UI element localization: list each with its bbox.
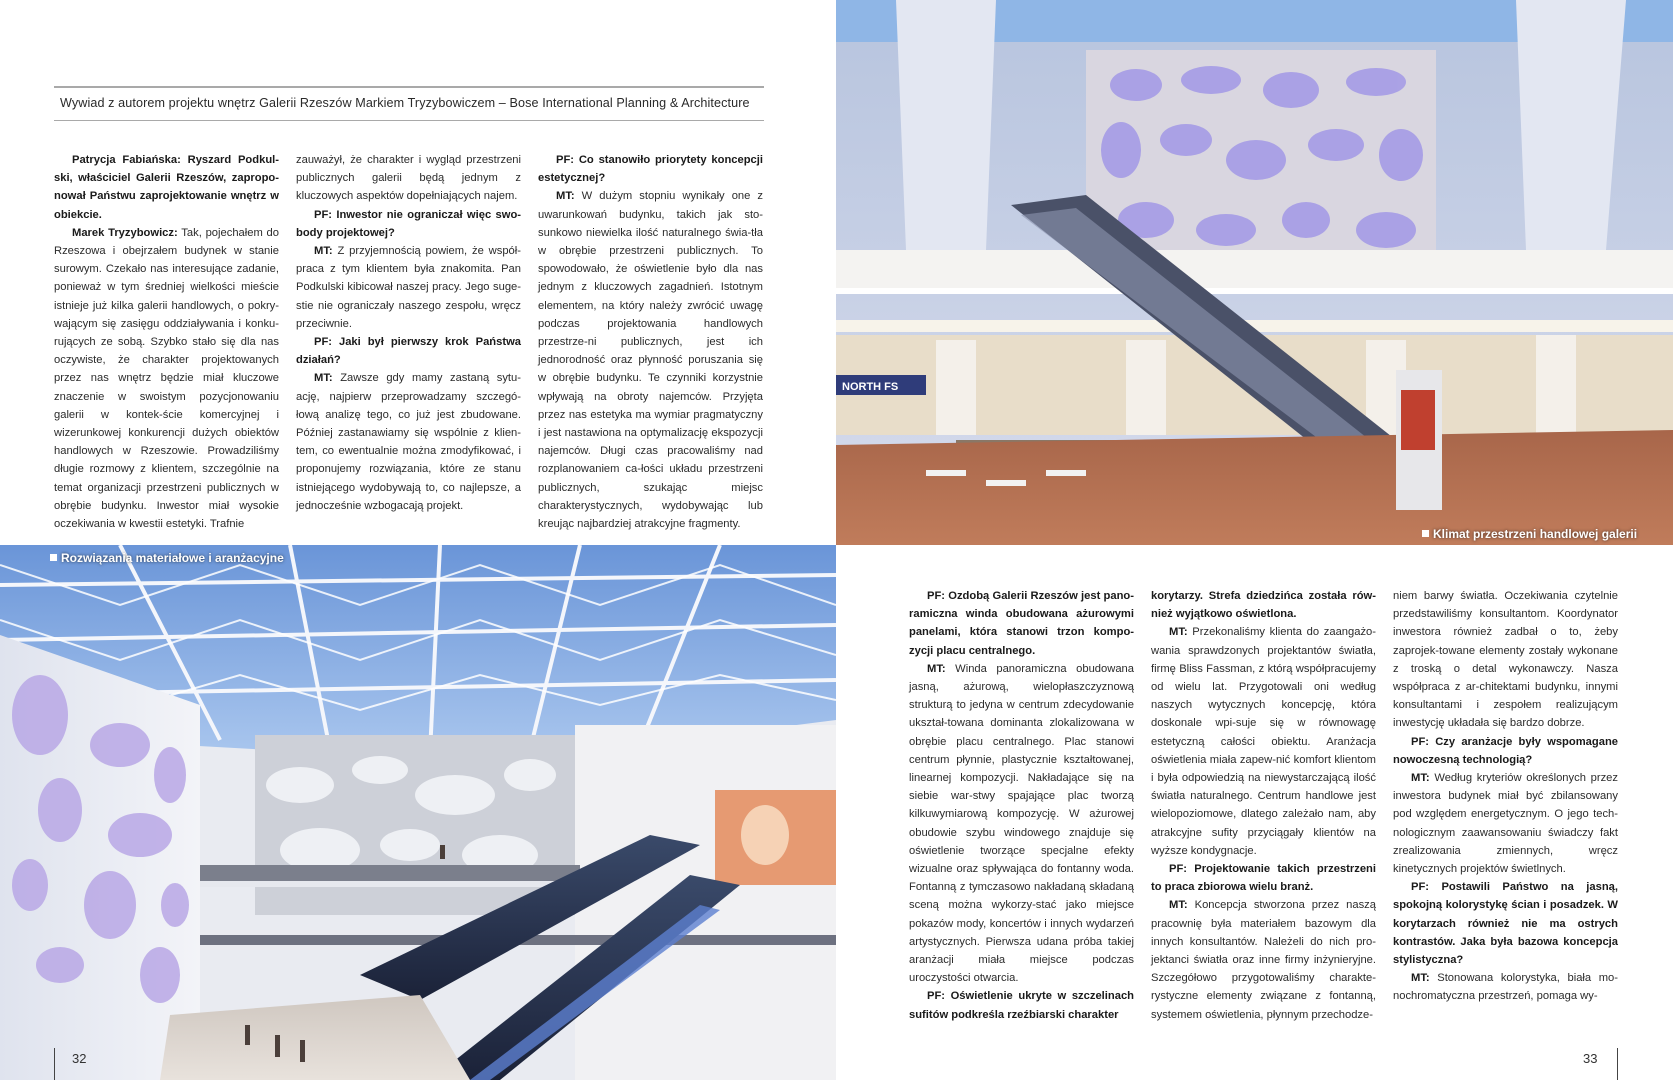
left-column-2 bbox=[296, 151, 521, 515]
page-number-left-bar bbox=[54, 1048, 55, 1080]
speaker-label: Patrycja Fabiańska: Ryszard Podkul-ski, właściciel Galerii Rzeszów, zapropo-nował Państwu zaprojektowanie wnętrz w obiekcie. bbox=[54, 154, 279, 221]
speaker-label: PF: Postawili Państwo na jasną, spokojną kolorystykę ścian i posadzek. W korytarzach również nie ma ostrych kontrastów. Jaka była bazowa koncepcja stylistyczna? bbox=[1393, 881, 1618, 967]
speaker-label: PF: Ozdobą Galerii Rzeszów jest pano-ramiczna winda obudowana ażurowymi panelami, która stanowi trzon kompo-zycji placu centralnego. bbox=[909, 590, 1134, 657]
paragraph bbox=[1393, 769, 1618, 878]
paragraph bbox=[296, 151, 521, 206]
paragraph bbox=[1151, 587, 1376, 623]
atrium-photo bbox=[0, 545, 836, 1080]
mall-illustration bbox=[836, 0, 1673, 545]
paragraph-text: zauważył, że charakter i wygląd przestrzeni publicznych galerii będą jednym z kluczowych aspektów dopełniających najem. bbox=[296, 154, 521, 203]
right-column-1 bbox=[909, 587, 1134, 1024]
speaker-label: MT: bbox=[314, 372, 333, 385]
page-number-left: 32 bbox=[72, 1051, 87, 1066]
paragraph-text: Przekonaliśmy klienta do zaangażo-wania sprawdzonych projektantów światła, firmę Bliss Fassman, z którą współpracujemy od wielu lat. Przygotowali oni według naszych wytycznych koncepcję, która doskonale wpi-suje się w równowagę estetyczną całości obiektu. Aranżacja oświetlenia miała zapew-nić komfort klientom i była odpowiedzią na niewystarczającą ilość światła naturalnego. Centrum handlowe jest wielopoziomowe, dlatego zależało nam, aby atrakcyjne sufity przyciągały klientów na wyższe kondygnacje. bbox=[1151, 626, 1376, 857]
paragraph-text: Stonowana kolorystyka, biała mo-nochromatyczna przestrzeń, pomaga wy- bbox=[1393, 972, 1618, 1003]
atrium-photo-caption bbox=[50, 551, 284, 565]
paragraph bbox=[1393, 587, 1618, 733]
paragraph bbox=[1393, 969, 1618, 1005]
paragraph-text: Winda panoramiczna obudowana jasną, ażurową, wielopłaszczyznową strukturą to jedyna w centrum zdecydowanie ukształ-towana dominanta zlokalizowana w obrębie placu centralnego. Plac stanowi centrum płynnie, plastycznie kształtowanej, linearnej kompozycji. Nakładające się na siebie war-stwy spajające plac tworzą kilkuwymiarową kompozycję. W ażurowej obudowie szybu windowego znajduje się oświetlenie tworzące specjalne efekty wizualne oraz spływająca do fontanny woda. Fontanną z tymczasowo nakładaną składaną sceną można wykorzy-stać jako miejsce pokazów mody, koncertów i innych wydarzeń artystycznych. Pierwsza udana próba takiej aranżacji miała miejsce podczas uroczystości otwarcia. bbox=[909, 662, 1134, 985]
speaker-label: PF: Czy aranżacje były wspomagane nowoczesną technologią? bbox=[1393, 735, 1618, 766]
speaker-label: PF: Inwestor nie ograniczał więc swo-body projektowej? bbox=[296, 208, 521, 239]
paragraph bbox=[296, 369, 521, 515]
paragraph bbox=[909, 587, 1134, 660]
mall-photo-caption bbox=[1422, 527, 1637, 541]
atrium-caption-text: Rozwiązania materiałowe i aranżacyjne bbox=[61, 551, 284, 565]
speaker-label: MT: bbox=[1411, 772, 1430, 785]
paragraph-text: Koncepcja stworzona przez naszą pracownię była materiałem bazowym dla innych konsultantów. Należeli do nich pro-jektanci światła oraz inne firmy inżynieryjne. Szczegółowo przygotowaliśmy charakte-rystyczne elementy związane z fontanną, systemem oświetlenia, płynnym przechodze- bbox=[1151, 899, 1376, 1021]
speaker-label: PF: Oświetlenie ukryte w szczelinach sufitów podkreśla rzeźbiarski charakter bbox=[909, 990, 1134, 1021]
paragraph-text: Tak, pojechałem do Rzeszowa i obejrzałem budynek w stanie surowym. Czekało nas interesujące zadanie, ponieważ w tym średniej wielkości mieście istnieje już kilka galerii handlowych, o pokry-wającym się zasięgu oddziaływania i konku-rujących ze sobą. Szybko stało się dla nas oczywiste, że charakter projektowanych przez nas wnętrz będzie miał kluczowe znaczenie w swoistym pozycjonowaniu galerii w kontek-ście komercyjnej i wizerunkowej konkurencji dużych obiektów handlowych w Rzeszowie. Prowadziliśmy długie rozmowy z klientem, szczególnie na temat organizacji przestrzeni publicznych w obrębie budynku. Inwestor miał wysokie oczekiwania w kwestii estetyki. Trafnie bbox=[54, 226, 279, 531]
speaker-label: MT: bbox=[314, 245, 333, 258]
mall-interior-photo bbox=[836, 0, 1673, 545]
paragraph-text: niem barwy światła. Oczekiwania czytelnie przedstawiliśmy konsultantom. Koordynator inwestora również zadbał o to, żeby zaprojek-towane elementy zostały wykonane z troską o detal wykonawczy. Nasza współpraca z ar-chitektami budynku, innymi konsultantami i zespołem realizującym inwestycję układała się bardzo dobrze. bbox=[1393, 590, 1618, 730]
speaker-label: MT: bbox=[1411, 972, 1430, 985]
header-top-rule bbox=[54, 86, 764, 88]
paragraph bbox=[54, 224, 279, 533]
paragraph-text: Z przyjemnością powiem, że współ-praca z tym klientem była znakomita. Pan Podkulski kibicował naszej pracy. Jego suge-stie nie ograniczały naszego zespołu, wręcz przeciwnie. bbox=[296, 245, 521, 330]
page-number-right-bar bbox=[1617, 1048, 1618, 1080]
speaker-label: MT: bbox=[1169, 899, 1188, 912]
speaker-label: PF: Jaki był pierwszy krok Państwa działań? bbox=[296, 336, 521, 367]
paragraph bbox=[1151, 623, 1376, 860]
paragraph bbox=[538, 187, 763, 533]
page-number-right: 33 bbox=[1583, 1051, 1598, 1066]
right-column-3 bbox=[1393, 587, 1618, 1006]
right-column-2 bbox=[1151, 587, 1376, 1024]
paragraph bbox=[1393, 733, 1618, 769]
speaker-label: MT: bbox=[1169, 626, 1188, 639]
paragraph bbox=[296, 333, 521, 369]
paragraph bbox=[1151, 860, 1376, 896]
speaker-label: PF: Projektowanie takich przestrzeni to praca zbiorowa wielu branż. bbox=[1151, 863, 1376, 894]
speaker-label: MT: bbox=[927, 662, 946, 675]
mall-caption-text: Klimat przestrzeni handlowej galerii bbox=[1433, 527, 1638, 541]
left-column-1 bbox=[54, 151, 279, 533]
paragraph-text: Zawsze gdy mamy zastaną sytu-ację, najpierw przeprowadzamy szczegó-łową analizę tego, co już jest zbudowane. Później zastanawiamy się wspólnie z klien-tem, co ewentualnie można zmodyfikować, i proponujemy rozwiązania, które ze stanu istniejącego wydobywają to, co najlepsze, a jednocześnie wzbogacają projekt. bbox=[296, 372, 521, 512]
paragraph bbox=[296, 242, 521, 333]
article-header-title: Wywiad z autorem projektu wnętrz Galerii Rzeszów Markiem Tryzybowiczem – Bose International Planning & Architecture bbox=[60, 96, 750, 110]
atrium-illustration bbox=[0, 545, 836, 1080]
paragraph-text: Według kryteriów określonych przez inwestora budynek miał być zbilansowany pod względem energetycznym. O jego tech-nologicznym zaawansowaniu świadczy fakt zrealizowania zmiennych, wręcz kinetycznych projektów świetlnych. bbox=[1393, 772, 1618, 876]
store-sign-text: NORTH FS bbox=[842, 381, 899, 393]
speaker-label: MT: bbox=[556, 190, 575, 203]
paragraph bbox=[296, 206, 521, 242]
paragraph bbox=[54, 151, 279, 224]
paragraph bbox=[909, 987, 1134, 1023]
speaker-label: PF: Co stanowiło priorytety koncepcji estetycznej? bbox=[538, 154, 763, 185]
paragraph-text: W dużym stopniu wynikały one z uwarunkowań budynku, takich jak sto-sunkowo niewielka ilość naturalnego świa-tła w obrębie przestrzeni publicznych. To spowodowało, że oświetlenie było dla nas jednym z kluczowych zagadnień. Istotnym elementem, na który należy zwrócić uwagę podczas projektowania handlowych przestrze-ni publicznych, jest ich jednorodność oraz płynność poruszania się w obrębie budynku. Te czynniki korzystnie wpływają na obroty najemców. Przyjęta przez nas estetyka ma wymiar pragmatyczny i jest nastawiona na optymalizację ekspozycji najemców. Długi czas pracowaliśmy nad rozplanowaniem ca-łości układu przestrzeni publicznych, szukając miejsc charakterystycznych, wydobywając lub kreując najbardziej atrakcyjne fragmenty. bbox=[538, 190, 763, 531]
paragraph bbox=[538, 151, 763, 187]
left-column-3 bbox=[538, 151, 763, 533]
speaker-label: korytarzy. Strefa dziedzińca została rów-nież wyjątkowo oświetlona. bbox=[1151, 590, 1376, 621]
speaker-label: Marek Tryzybowicz: bbox=[72, 226, 178, 239]
paragraph bbox=[1393, 878, 1618, 969]
paragraph bbox=[909, 660, 1134, 988]
header-bottom-rule bbox=[54, 120, 764, 121]
paragraph bbox=[1151, 896, 1376, 1023]
